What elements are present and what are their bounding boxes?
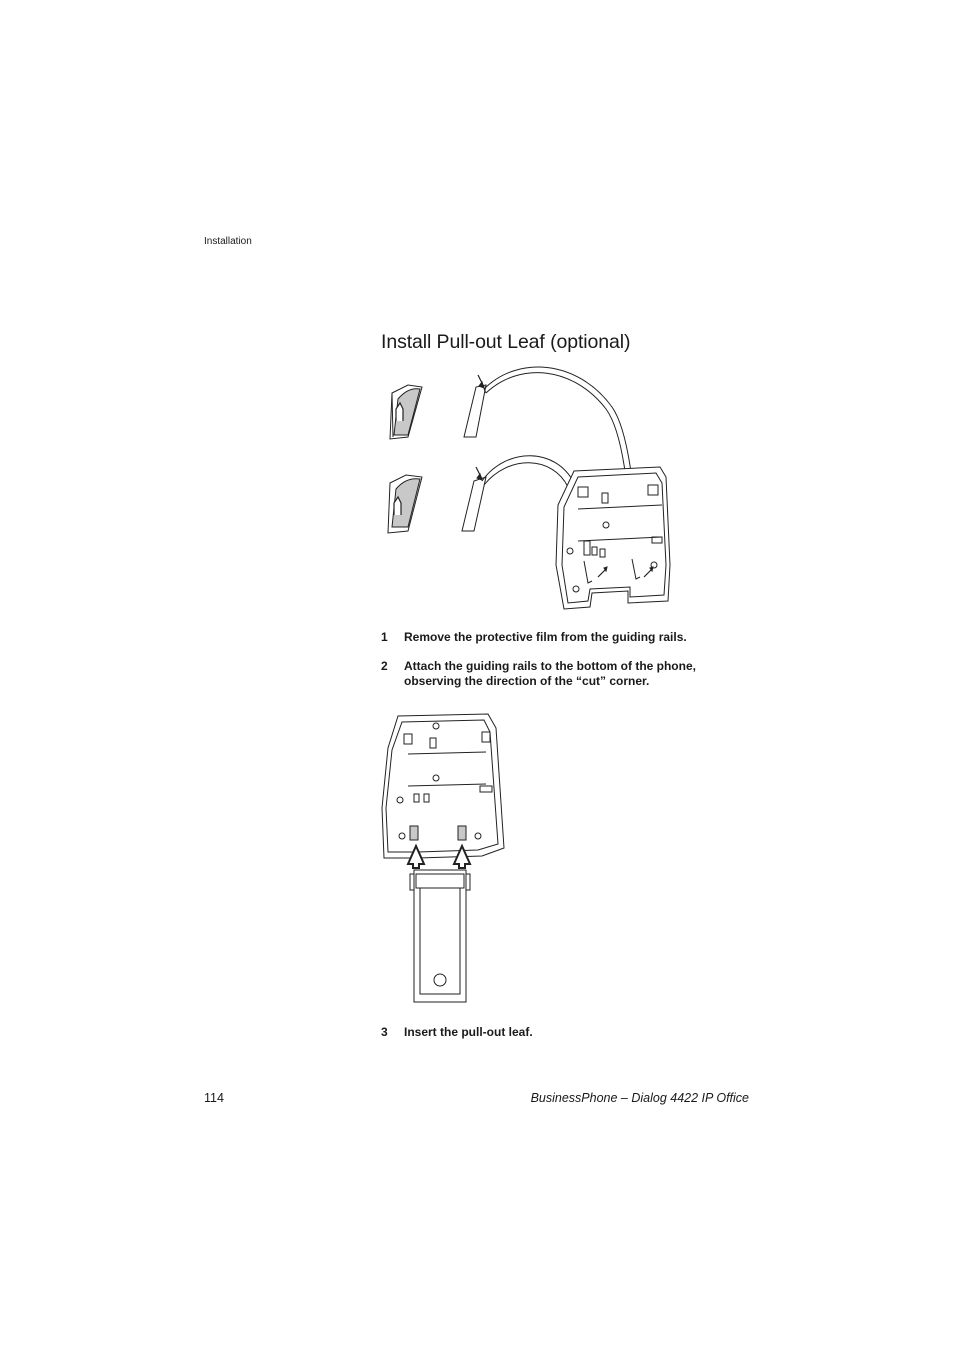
- rail-with-film-bottom: [388, 475, 422, 533]
- running-head: Installation: [204, 236, 252, 247]
- step-3-text: Insert the pull-out leaf.: [404, 1025, 533, 1039]
- step-3-number: 3: [381, 1025, 388, 1039]
- pull-out-leaf: [410, 870, 470, 1002]
- step-1-number: 1: [381, 630, 388, 644]
- step-2-text: Attach the guiding rails to the bottom of the phone, observing the direction of the “cut” corner.: [404, 659, 696, 688]
- footer-doc-title: BusinessPhone – Dialog 4422 IP Office: [530, 1091, 749, 1105]
- page-number: 114: [204, 1091, 224, 1105]
- pull-out-leaf-illustration: [378, 708, 518, 1008]
- step-2-number: 2: [381, 659, 388, 673]
- rail-with-film-top: [390, 385, 422, 439]
- step-1-text: Remove the protective film from the guiding rails.: [404, 630, 687, 644]
- rails-illustration: [378, 365, 708, 615]
- phone-underside-2: [382, 714, 504, 858]
- phone-underside: [556, 467, 670, 609]
- section-title: Install Pull-out Leaf (optional): [381, 331, 631, 353]
